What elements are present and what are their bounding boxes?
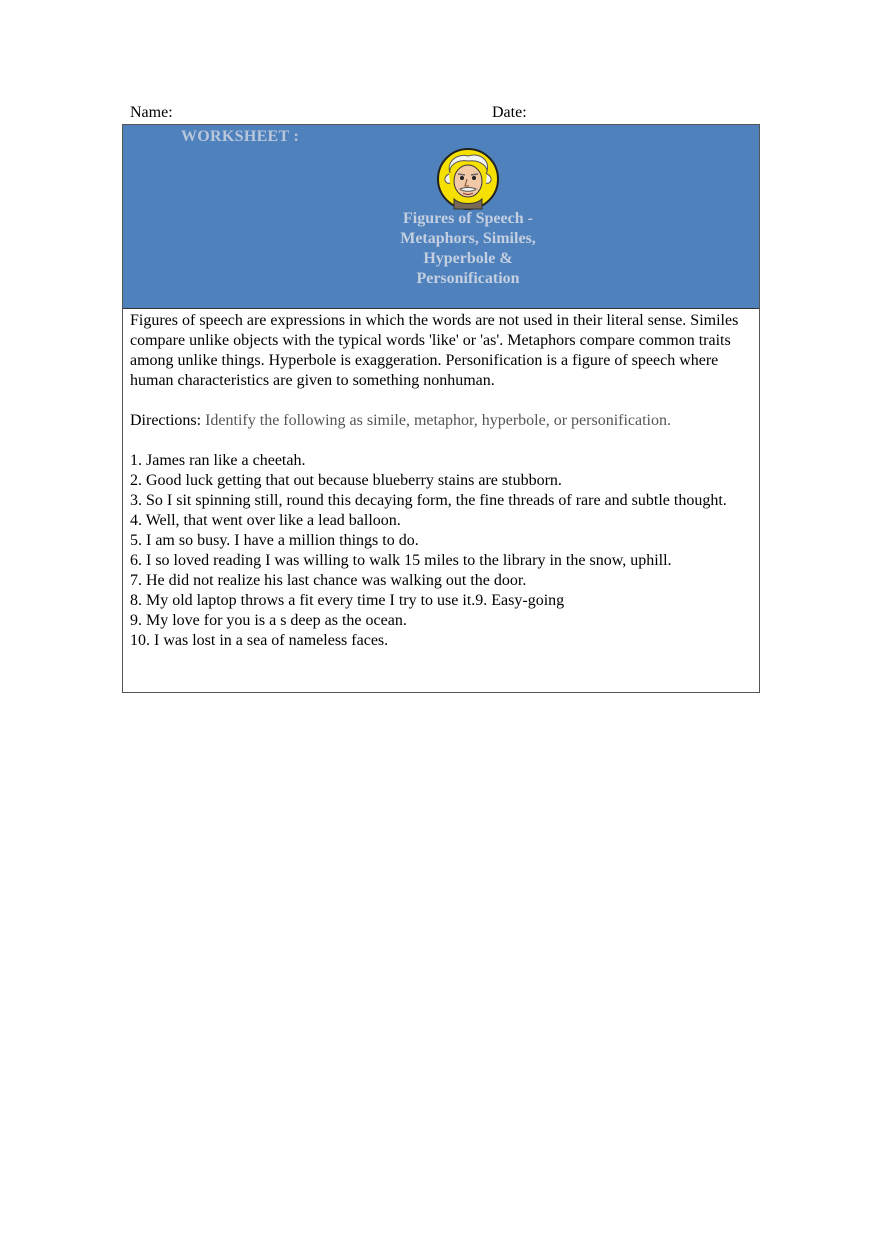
question-list bbox=[130, 451, 750, 651]
worksheet-heading: WORKSHEET : bbox=[181, 128, 300, 145]
worksheet-title-line: Metaphors, Similes, bbox=[400, 230, 536, 247]
question-item: 8. My old laptop throws a fit every time I try to use it.9. Easy-going bbox=[130, 592, 565, 609]
einstein-cartoon-icon bbox=[436, 147, 500, 211]
question-item: 1. James ran like a cheetah. bbox=[130, 452, 306, 469]
directions-paragraph bbox=[130, 411, 750, 431]
worksheet-banner bbox=[123, 125, 759, 309]
name-label: Name: bbox=[130, 104, 173, 121]
directions-label: Directions: bbox=[130, 412, 202, 429]
question-item: 10. I was lost in a sea of nameless faces. bbox=[130, 632, 389, 649]
question-item: 2. Good luck getting that out because blueberry stains are stubborn. bbox=[130, 472, 562, 489]
question-item: 7. He did not realize his last chance was walking out the door. bbox=[130, 572, 527, 589]
worksheet-title bbox=[348, 209, 588, 289]
worksheet-title-line: Figures of Speech - bbox=[403, 210, 533, 227]
question-item: 6. I so loved reading I was willing to walk 15 miles to the library in the snow, uphill. bbox=[130, 552, 672, 569]
worksheet-content bbox=[130, 311, 750, 651]
question-item: 4. Well, that went over like a lead balloon. bbox=[130, 512, 401, 529]
question-item: 5. I am so busy. I have a million things to do. bbox=[130, 532, 419, 549]
name-date-row bbox=[130, 104, 760, 124]
worksheet-box bbox=[122, 124, 760, 693]
worksheet-title-line: Hyperbole & bbox=[423, 250, 513, 267]
directions-text: Identify the following as simile, metaphor, hyperbole, or personification. bbox=[201, 412, 671, 429]
question-item: 3. So I sit spinning still, round this decaying form, the fine threads of rare and subtle thought. bbox=[130, 492, 727, 509]
date-label: Date: bbox=[492, 104, 527, 121]
worksheet-title-line: Personification bbox=[416, 270, 520, 287]
question-item: 9. My love for you is a s deep as the ocean. bbox=[130, 612, 407, 629]
intro-paragraph: Figures of speech are expressions in which the words are not used in their literal sense. Similes compare unlike objects with the typical words 'like' or 'as'. Metaphors compare common traits among unlike things. Hyperbole is exaggeration. Personification is a figure of speech where human characteristics are given to something nonhuman. bbox=[130, 312, 739, 389]
